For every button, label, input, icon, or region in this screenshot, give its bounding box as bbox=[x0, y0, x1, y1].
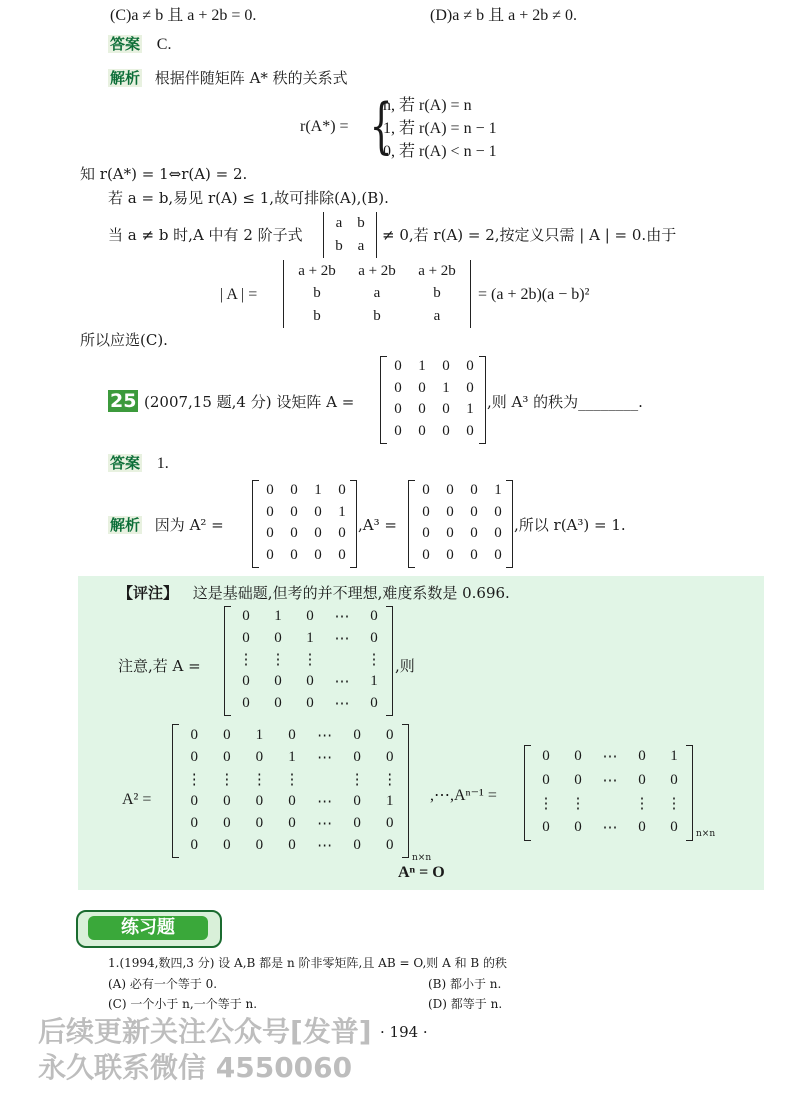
minor-matrix bbox=[328, 212, 372, 258]
matrix-cell: 0 bbox=[223, 748, 231, 765]
q25-analysis-row bbox=[108, 515, 224, 535]
matrix-cell: 0 bbox=[422, 503, 430, 520]
matrix-cell: 0 bbox=[223, 814, 231, 831]
exercise-title-pill bbox=[76, 910, 222, 948]
an1-matrix bbox=[530, 745, 690, 839]
matrix-cell: 0 bbox=[353, 726, 361, 743]
cell: a bbox=[357, 238, 365, 254]
matrix-cell: 0 bbox=[446, 503, 454, 520]
matrix-cell: 0 bbox=[385, 814, 394, 831]
matrix-cell: ⋮ bbox=[349, 771, 365, 788]
matrix-cell: 0 bbox=[385, 836, 394, 853]
matrix-cell: ⋯ bbox=[317, 727, 333, 744]
q25-number-badge bbox=[108, 389, 138, 413]
matrix-cell: 0 bbox=[255, 836, 264, 853]
q24-line-2: 若 a = b,易见 r(A) ≤ 1,故可排除(A),(B). bbox=[108, 189, 389, 207]
matrix-cell: 0 bbox=[290, 546, 298, 563]
matrix-cell: 0 bbox=[190, 748, 199, 765]
matrix-cell: 0 bbox=[638, 748, 646, 765]
matrix-cell: ⋯ bbox=[317, 793, 333, 810]
matrix-cell: ⋮ bbox=[382, 771, 398, 788]
rank-case-2: 1, 若 r(A) = n − 1 bbox=[383, 120, 497, 137]
comment-text: 这是基础题,但考的并不理想,难度系数是 0.696. bbox=[192, 584, 510, 602]
bracket-right bbox=[350, 480, 357, 568]
q25-number: 25 bbox=[110, 390, 137, 412]
option-d-top: (D)a ≠ b 且 a + 2b ≠ 0. bbox=[430, 7, 578, 24]
matrix-cell: 0 bbox=[466, 422, 474, 439]
page-number: · 194 · bbox=[380, 1023, 428, 1041]
q24-analysis-row bbox=[108, 68, 348, 88]
matrix-cell: ⋯ bbox=[334, 609, 350, 626]
det-bar-left bbox=[283, 260, 284, 328]
matrix-cell: 0 bbox=[370, 694, 378, 711]
watermark-line-1: 后续更新关注公众号[发普] bbox=[38, 1015, 372, 1048]
matrix-cell: 0 bbox=[470, 503, 478, 520]
cell: b bbox=[335, 238, 343, 254]
exercise-title: 练习题 bbox=[88, 916, 208, 940]
det-lhs: | A | = bbox=[220, 286, 258, 303]
q24-answer-row bbox=[108, 34, 171, 55]
matrix-cell: 1 bbox=[255, 726, 264, 743]
matrix-cell: 0 bbox=[338, 546, 346, 563]
minor-bar-left bbox=[323, 212, 324, 258]
det-rhs: = (a + 2b)(a − b)² bbox=[478, 286, 590, 303]
option-c-top: (C)a ≠ b 且 a + 2b = 0. bbox=[110, 7, 257, 24]
exercise-opt-b: (B) 都小于 n. bbox=[428, 977, 502, 991]
q25-matrix bbox=[386, 356, 482, 442]
answer-label: 答案 bbox=[110, 454, 141, 472]
matrix-cell: 0 bbox=[442, 401, 450, 418]
matrix-cell: 0 bbox=[442, 422, 450, 439]
analysis-intro: 根据伴随矩阵 A* 秩的关系式 bbox=[154, 69, 348, 87]
left-brace-icon: { bbox=[369, 91, 393, 161]
cell: a bbox=[433, 308, 441, 325]
matrix-cell: ⋮ bbox=[538, 796, 554, 813]
cell: a bbox=[373, 285, 381, 302]
a2-lhs: A² = bbox=[122, 791, 152, 808]
matrix-cell: 1 bbox=[306, 629, 314, 646]
matrix-cell: 0 bbox=[446, 546, 454, 563]
q25-question-tail: ,则 A³ 的秩为________. bbox=[487, 393, 643, 411]
matrix-cell: 1 bbox=[418, 358, 426, 375]
cell: b bbox=[433, 285, 441, 302]
matrix-cell: 0 bbox=[353, 748, 361, 765]
matrix-cell: 0 bbox=[314, 503, 322, 520]
bracket-right bbox=[479, 356, 486, 444]
analysis-b: ,A³ = bbox=[358, 516, 397, 534]
matrix-cell: 0 bbox=[422, 525, 430, 542]
matrix-cell: 0 bbox=[542, 771, 550, 788]
matrix-cell: 0 bbox=[670, 771, 678, 788]
matrix-cell: ⋯ bbox=[602, 819, 618, 836]
analysis-c: ,所以 r(A³) = 1. bbox=[514, 516, 626, 534]
matrix-cell: 0 bbox=[266, 525, 274, 542]
note-a: 注意,若 A = bbox=[118, 657, 201, 675]
an1-lhs: ,⋯,Aⁿ⁻¹ = bbox=[430, 787, 497, 804]
matrix-cell: 0 bbox=[385, 726, 394, 743]
matrix-cell: ⋮ bbox=[634, 796, 650, 813]
matrix-cell: 0 bbox=[353, 814, 361, 831]
a2-matrix bbox=[258, 480, 354, 566]
q24-line-3b: ≠ 0,若 r(A) = 2,按定义只需 | A | = 0.由于 bbox=[382, 226, 677, 244]
cell: b bbox=[313, 308, 321, 325]
q24-line-1: 知 r(A*) = 1⇔r(A) = 2. bbox=[80, 165, 248, 183]
exercise-opt-c: (C) 一个小于 n,一个等于 n. bbox=[108, 997, 258, 1011]
matrix-cell: 0 bbox=[290, 503, 298, 520]
matrix-cell: ⋮ bbox=[666, 796, 682, 813]
a2-size: n×n bbox=[412, 853, 432, 863]
matrix-cell: ⋯ bbox=[602, 749, 618, 766]
matrix-cell: ⋮ bbox=[284, 771, 300, 788]
matrix-cell: ⋯ bbox=[317, 815, 333, 832]
matrix-cell: 0 bbox=[494, 525, 502, 542]
exercise-opt-a: (A) 必有一个等于 0. bbox=[108, 977, 218, 991]
matrix-cell: 0 bbox=[394, 401, 402, 418]
matrix-cell: 0 bbox=[255, 748, 264, 765]
matrix-cell: 0 bbox=[574, 818, 582, 835]
bracket-right bbox=[386, 606, 393, 716]
matrix-cell: 0 bbox=[574, 771, 582, 788]
matrix-cell: 0 bbox=[288, 726, 296, 743]
matrix-cell: 0 bbox=[242, 694, 250, 711]
matrix-cell: 0 bbox=[314, 525, 322, 542]
analysis-label: 解析 bbox=[110, 69, 141, 87]
matrix-cell: ⋮ bbox=[219, 771, 235, 788]
matrix-cell: 1 bbox=[385, 792, 394, 809]
matrix-cell: ⋯ bbox=[334, 630, 350, 647]
big-a-matrix bbox=[230, 606, 390, 714]
matrix-cell: 0 bbox=[266, 503, 274, 520]
matrix-cell: 0 bbox=[306, 694, 314, 711]
q25-source: (2007,15 题,4 分) 设矩阵 A = bbox=[144, 393, 355, 411]
matrix-cell: 0 bbox=[394, 358, 402, 375]
matrix-cell: 0 bbox=[470, 546, 478, 563]
cell: a bbox=[335, 215, 343, 231]
matrix-cell: 1 bbox=[466, 401, 474, 418]
matrix-cell: 0 bbox=[470, 482, 478, 499]
matrix-cell: ⋯ bbox=[334, 695, 350, 712]
det-matrix bbox=[287, 260, 467, 328]
matrix-cell: 0 bbox=[370, 629, 378, 646]
matrix-cell: 0 bbox=[306, 608, 314, 625]
matrix-cell: 0 bbox=[255, 814, 264, 831]
matrix-cell: 0 bbox=[290, 525, 298, 542]
cell: a + 2b bbox=[298, 262, 336, 279]
matrix-cell: 0 bbox=[394, 379, 402, 396]
matrix-cell: 0 bbox=[190, 792, 199, 809]
matrix-cell: 0 bbox=[446, 525, 454, 542]
matrix-cell: ⋯ bbox=[334, 674, 350, 691]
matrix-cell: 0 bbox=[223, 726, 231, 743]
matrix-cell: 0 bbox=[442, 358, 450, 375]
matrix-cell: 0 bbox=[470, 525, 478, 542]
cell: b bbox=[373, 308, 381, 325]
bracket-right bbox=[506, 480, 513, 568]
cell: a + 2b bbox=[418, 262, 456, 279]
q24-conclusion: 所以应选(C). bbox=[80, 331, 168, 349]
matrix-cell: ⋮ bbox=[302, 652, 318, 669]
matrix-cell: 0 bbox=[542, 748, 550, 765]
matrix-cell: 0 bbox=[223, 836, 231, 853]
matrix-cell: 0 bbox=[418, 379, 426, 396]
exercise-q1: 1.(1994,数四,3 分) 设 A,B 都是 n 阶非零矩阵,且 AB = O,则 A 和 B 的秩 bbox=[108, 956, 508, 970]
matrix-cell: ⋮ bbox=[251, 771, 267, 788]
matrix-cell: 0 bbox=[422, 546, 430, 563]
answer-value: C. bbox=[156, 36, 172, 53]
matrix-cell: 1 bbox=[442, 379, 450, 396]
matrix-cell: 0 bbox=[542, 818, 550, 835]
matrix-cell: 0 bbox=[288, 836, 296, 853]
matrix-cell: 1 bbox=[288, 748, 296, 765]
matrix-cell: 0 bbox=[290, 482, 298, 499]
matrix-cell: 1 bbox=[338, 503, 346, 520]
matrix-cell: 0 bbox=[418, 401, 426, 418]
matrix-cell: 0 bbox=[353, 836, 361, 853]
matrix-cell: 0 bbox=[266, 546, 274, 563]
matrix-cell: 0 bbox=[494, 546, 502, 563]
matrix-cell: 1 bbox=[274, 608, 282, 625]
matrix-cell: 0 bbox=[466, 358, 474, 375]
rank-case-3: 0, 若 r(A) < n − 1 bbox=[383, 143, 497, 160]
matrix-cell: ⋮ bbox=[366, 652, 382, 669]
matrix-cell: 0 bbox=[288, 814, 296, 831]
matrix-cell: 0 bbox=[466, 379, 474, 396]
q25-answer-row bbox=[108, 453, 169, 474]
matrix-cell: 1 bbox=[670, 748, 678, 765]
matrix-cell: 0 bbox=[338, 482, 346, 499]
matrix-cell: 0 bbox=[190, 726, 199, 743]
answer-value: 1. bbox=[156, 455, 169, 472]
answer-label: 答案 bbox=[110, 35, 141, 53]
matrix-cell: 0 bbox=[370, 608, 378, 625]
matrix-cell: ⋮ bbox=[238, 652, 254, 669]
note-b: ,则 bbox=[395, 657, 415, 675]
a3-matrix bbox=[414, 480, 510, 566]
matrix-cell: 0 bbox=[638, 818, 646, 835]
matrix-cell: 0 bbox=[274, 694, 282, 711]
matrix-cell: 0 bbox=[242, 673, 250, 690]
minor-bar-right bbox=[376, 212, 377, 258]
bracket-right bbox=[686, 745, 693, 841]
watermark-line-2: 永久联系微信 4550060 bbox=[38, 1051, 353, 1084]
matrix-cell: ⋮ bbox=[186, 771, 202, 788]
matrix-cell: 0 bbox=[422, 482, 430, 499]
matrix-cell: ⋯ bbox=[317, 749, 333, 766]
analysis-a: 因为 A² = bbox=[154, 516, 224, 534]
matrix-cell: 0 bbox=[242, 608, 250, 625]
matrix-cell: 0 bbox=[306, 673, 314, 690]
matrix-cell: 1 bbox=[370, 673, 378, 690]
matrix-cell: 0 bbox=[418, 422, 426, 439]
matrix-cell: 0 bbox=[266, 482, 274, 499]
matrix-cell: ⋮ bbox=[270, 652, 286, 669]
matrix-cell: 0 bbox=[353, 792, 361, 809]
matrix-cell: 0 bbox=[223, 792, 231, 809]
matrix-cell: 0 bbox=[394, 422, 402, 439]
an-equation: Aⁿ = O bbox=[398, 864, 445, 881]
cell: b bbox=[357, 215, 365, 231]
q24-line-3a: 当 a ≠ b 时,A 中有 2 阶子式 bbox=[108, 226, 303, 244]
matrix-cell: 0 bbox=[288, 792, 296, 809]
analysis-label: 解析 bbox=[110, 516, 141, 534]
an1-size: n×n bbox=[696, 829, 716, 839]
bracket-right bbox=[402, 724, 409, 858]
matrix-cell: 0 bbox=[446, 482, 454, 499]
comment-label: 【评注】 bbox=[118, 584, 179, 602]
matrix-cell: 0 bbox=[494, 503, 502, 520]
comment-a2-matrix bbox=[178, 724, 406, 856]
exercise-opt-d: (D) 都等于 n. bbox=[428, 997, 503, 1011]
rank-case-1: n, 若 r(A) = n bbox=[383, 97, 472, 114]
cell: b bbox=[313, 285, 321, 302]
matrix-cell: 0 bbox=[385, 748, 394, 765]
matrix-cell: 0 bbox=[242, 629, 250, 646]
matrix-cell: ⋯ bbox=[602, 772, 618, 789]
det-bar-right bbox=[470, 260, 471, 328]
comment-row bbox=[118, 583, 510, 603]
matrix-cell: 1 bbox=[494, 482, 502, 499]
cell: a + 2b bbox=[358, 262, 396, 279]
matrix-cell: 1 bbox=[314, 482, 322, 499]
matrix-cell: 0 bbox=[274, 673, 282, 690]
matrix-cell: 0 bbox=[190, 814, 199, 831]
matrix-cell: 0 bbox=[338, 525, 346, 542]
matrix-cell: ⋮ bbox=[570, 796, 586, 813]
matrix-cell: 0 bbox=[190, 836, 199, 853]
rank-lhs: r(A*) = bbox=[300, 118, 349, 135]
matrix-cell: 0 bbox=[274, 629, 282, 646]
matrix-cell: 0 bbox=[638, 771, 646, 788]
matrix-cell: ⋯ bbox=[317, 837, 333, 854]
matrix-cell: 0 bbox=[255, 792, 264, 809]
matrix-cell: 0 bbox=[670, 818, 678, 835]
matrix-cell: 0 bbox=[574, 748, 582, 765]
matrix-cell: 0 bbox=[314, 546, 322, 563]
